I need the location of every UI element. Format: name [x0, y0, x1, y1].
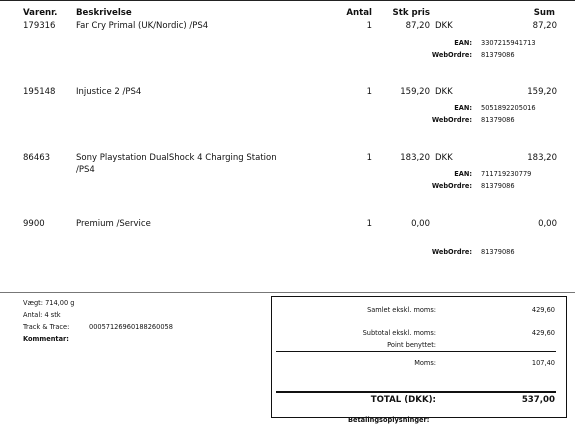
ean-value: 3307215941713	[481, 39, 536, 47]
item-antal: 1	[366, 87, 372, 97]
item-price: 183,20	[400, 153, 430, 163]
item-currency: DKK	[435, 153, 453, 163]
subtotal-label: Subtotal ekskl. moms:	[362, 329, 436, 337]
item-varenr: 86463	[23, 153, 51, 163]
item-description: Sony Playstation DualShock 4 Charging Station	[76, 153, 277, 163]
item-varenr: 179316	[23, 21, 56, 31]
ean-value: 5051892205016	[481, 104, 536, 112]
col-header-antal: Antal	[346, 8, 372, 18]
col-header-beskrivelse: Beskrivelse	[76, 8, 132, 18]
ean-label: EAN:	[454, 104, 472, 112]
webordre-label: WebOrdre:	[431, 248, 472, 256]
moms-label: Moms:	[414, 359, 436, 367]
point-label: Point benyttet:	[387, 341, 436, 349]
track-trace-value: 00057126960188260058	[89, 323, 173, 331]
item-sum: 159,20	[527, 87, 557, 97]
item-sum: 183,20	[527, 153, 557, 163]
track-trace-label: Track & Trace:	[23, 323, 70, 331]
item-antal: 1	[366, 219, 372, 229]
subtotal-value: 429,60	[531, 329, 555, 337]
samlet-value: 429,60	[531, 306, 555, 314]
col-header-varenr: Varenr.	[23, 8, 58, 18]
item-description: Premium /Service	[76, 219, 151, 229]
item-currency: DKK	[435, 21, 453, 31]
webordre-label: WebOrdre:	[431, 182, 472, 190]
webordre-value: 81379086	[481, 248, 515, 256]
item-price: 87,20	[405, 21, 430, 31]
totals-rule	[276, 351, 556, 352]
moms-value: 107,40	[531, 359, 555, 367]
webordre-label: WebOrdre:	[431, 51, 472, 59]
kommentar-label: Kommentar:	[23, 335, 69, 343]
total-value: 537,00	[521, 395, 555, 405]
item-price: 159,20	[400, 87, 430, 97]
top-rule	[0, 0, 575, 1]
item-price: 0,00	[411, 219, 430, 229]
weight-text: Vægt: 714,00 g	[23, 299, 75, 307]
item-varenr: 195148	[23, 87, 56, 97]
item-description: Far Cry Primal (UK/Nordic) /PS4	[76, 21, 209, 31]
item-sum: 87,20	[532, 21, 557, 31]
item-currency: DKK	[435, 87, 453, 97]
betalingsoplysninger-label: Betalingsoplysninger:	[348, 416, 430, 424]
webordre-value: 81379086	[481, 116, 515, 124]
item-sum: 0,00	[538, 219, 557, 229]
col-header-sum: Sum	[533, 8, 555, 18]
item-antal: 1	[366, 21, 372, 31]
ean-label: EAN:	[454, 170, 472, 178]
webordre-value: 81379086	[481, 182, 515, 190]
total-rule	[276, 391, 556, 393]
ean-label: EAN:	[454, 39, 472, 47]
col-header-stk-pris: Stk pris	[392, 8, 430, 18]
webordre-value: 81379086	[481, 51, 515, 59]
ean-value: 711719230779	[481, 170, 532, 178]
total-label: TOTAL (DKK):	[370, 395, 436, 405]
item-description: Injustice 2 /PS4	[76, 87, 142, 97]
samlet-label: Samlet ekskl. moms:	[367, 306, 436, 314]
quantity-text: Antal: 4 stk	[23, 311, 61, 319]
item-description-line2: /PS4	[76, 165, 95, 175]
item-antal: 1	[366, 153, 372, 163]
webordre-label: WebOrdre:	[431, 116, 472, 124]
item-varenr: 9900	[23, 219, 45, 229]
footer-divider	[0, 292, 575, 293]
